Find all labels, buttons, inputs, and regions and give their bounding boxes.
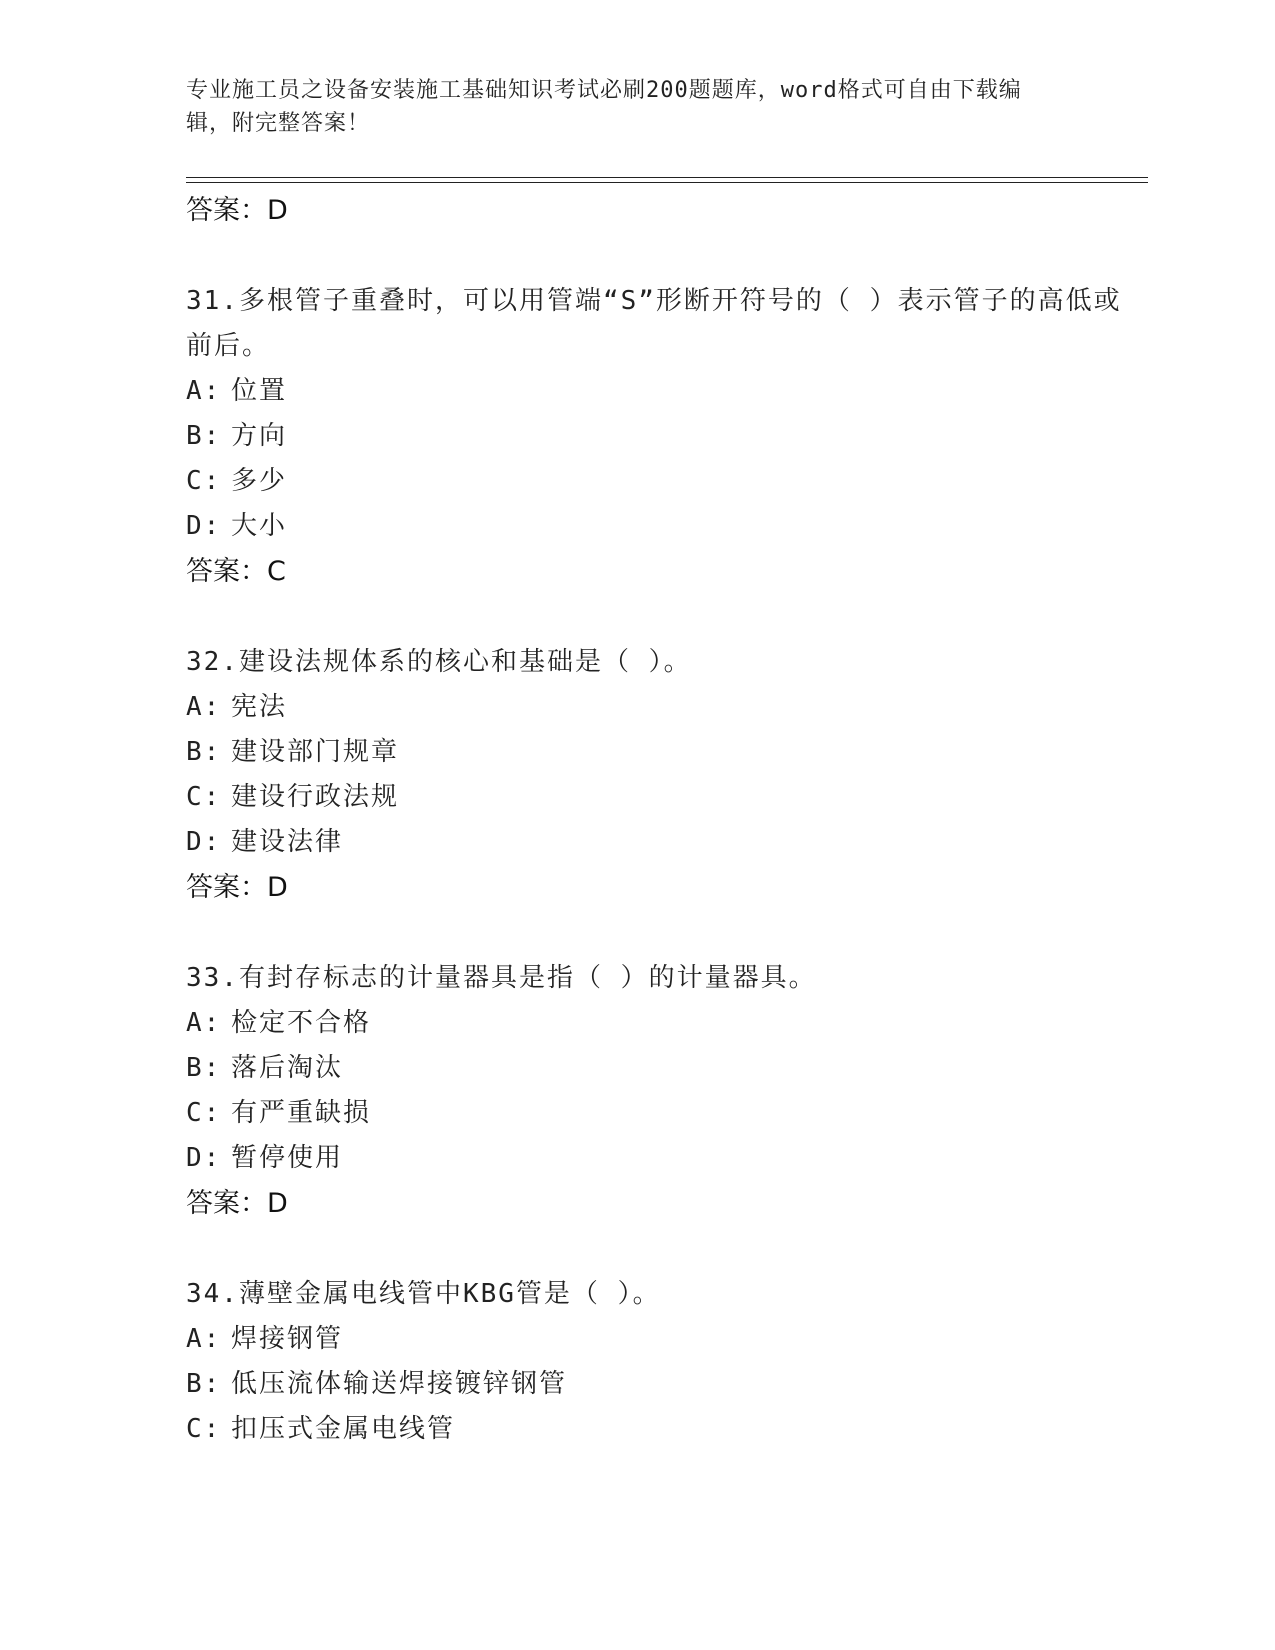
option-text: 暂停使用 xyxy=(231,1143,344,1173)
header-rule-bottom xyxy=(186,182,1148,183)
option-text: 建设部门规章 xyxy=(231,737,400,767)
answer-value: C xyxy=(267,556,286,587)
option-text: 方向 xyxy=(231,421,288,451)
question-text: 31.多根管子重叠时，可以用管端“S”形断开符号的（ ）表示管子的高低或前后。 xyxy=(186,286,1122,361)
option-a xyxy=(186,685,1148,730)
option-c xyxy=(186,1091,1148,1136)
question-block xyxy=(186,640,1148,910)
option-d xyxy=(186,820,1148,865)
option-letter: C: xyxy=(186,1414,222,1444)
option-letter: D: xyxy=(186,1143,222,1173)
answer-label: 答案： xyxy=(186,1188,267,1219)
option-b xyxy=(186,730,1148,775)
option-a xyxy=(186,369,1148,414)
option-b xyxy=(186,1362,1148,1407)
option-letter: A: xyxy=(186,1008,222,1038)
option-letter: B: xyxy=(186,1053,222,1083)
option-text: 建设行政法规 xyxy=(231,782,400,812)
option-letter: A: xyxy=(186,376,222,406)
option-text: 检定不合格 xyxy=(231,1008,372,1038)
question-list xyxy=(186,188,1148,1452)
option-letter: C: xyxy=(186,782,222,812)
question-text: 32.建设法规体系的核心和基础是（ ）。 xyxy=(186,647,692,677)
option-text: 位置 xyxy=(231,376,288,406)
option-text: 低压流体输送焊接镀锌钢管 xyxy=(231,1369,568,1399)
header-rule-top xyxy=(186,177,1148,178)
option-letter: D: xyxy=(186,827,222,857)
option-a xyxy=(186,1317,1148,1362)
option-text: 宪法 xyxy=(231,692,288,722)
option-letter: B: xyxy=(186,1369,222,1399)
question-text: 34.薄壁金属电线管中KBG管是（ ）。 xyxy=(186,1279,661,1309)
answer-label: 答案： xyxy=(186,556,267,587)
answer-line xyxy=(186,865,1148,910)
option-text: 建设法律 xyxy=(231,827,344,857)
option-letter: C: xyxy=(186,1098,222,1128)
answer-line xyxy=(186,1181,1148,1226)
answer-line xyxy=(186,549,1148,594)
question-text: 33.有封存标志的计量器具是指（ ）的计量器具。 xyxy=(186,963,817,993)
option-text: 大小 xyxy=(231,511,288,541)
option-c xyxy=(186,1407,1148,1452)
question-block xyxy=(186,279,1148,594)
answer-value: D xyxy=(267,872,288,903)
option-letter: A: xyxy=(186,692,222,722)
option-letter: C: xyxy=(186,466,222,496)
answer-value: D xyxy=(267,195,288,226)
option-letter: B: xyxy=(186,421,222,451)
option-a xyxy=(186,1001,1148,1046)
question-block xyxy=(186,956,1148,1226)
option-d xyxy=(186,504,1148,549)
option-letter: B: xyxy=(186,737,222,767)
answer-label: 答案： xyxy=(186,195,267,226)
option-b xyxy=(186,414,1148,459)
option-b xyxy=(186,1046,1148,1091)
option-text: 扣压式金属电线管 xyxy=(231,1414,456,1444)
answer-label: 答案： xyxy=(186,872,267,903)
option-d xyxy=(186,1136,1148,1181)
option-text: 落后淘汰 xyxy=(231,1053,344,1083)
option-c xyxy=(186,459,1148,504)
answer-value: D xyxy=(267,1188,288,1219)
document-header: 专业施工员之设备安装施工基础知识考试必刷200题题库，word格式可自由下载编辑，附完整答案！ xyxy=(186,78,1022,136)
answer-line xyxy=(186,188,1148,233)
option-text: 焊接钢管 xyxy=(231,1324,344,1354)
option-text: 多少 xyxy=(231,466,288,496)
option-letter: D: xyxy=(186,511,222,541)
option-c xyxy=(186,775,1148,820)
option-text: 有严重缺损 xyxy=(231,1098,372,1128)
option-letter: A: xyxy=(186,1324,222,1354)
question-block xyxy=(186,1272,1148,1452)
